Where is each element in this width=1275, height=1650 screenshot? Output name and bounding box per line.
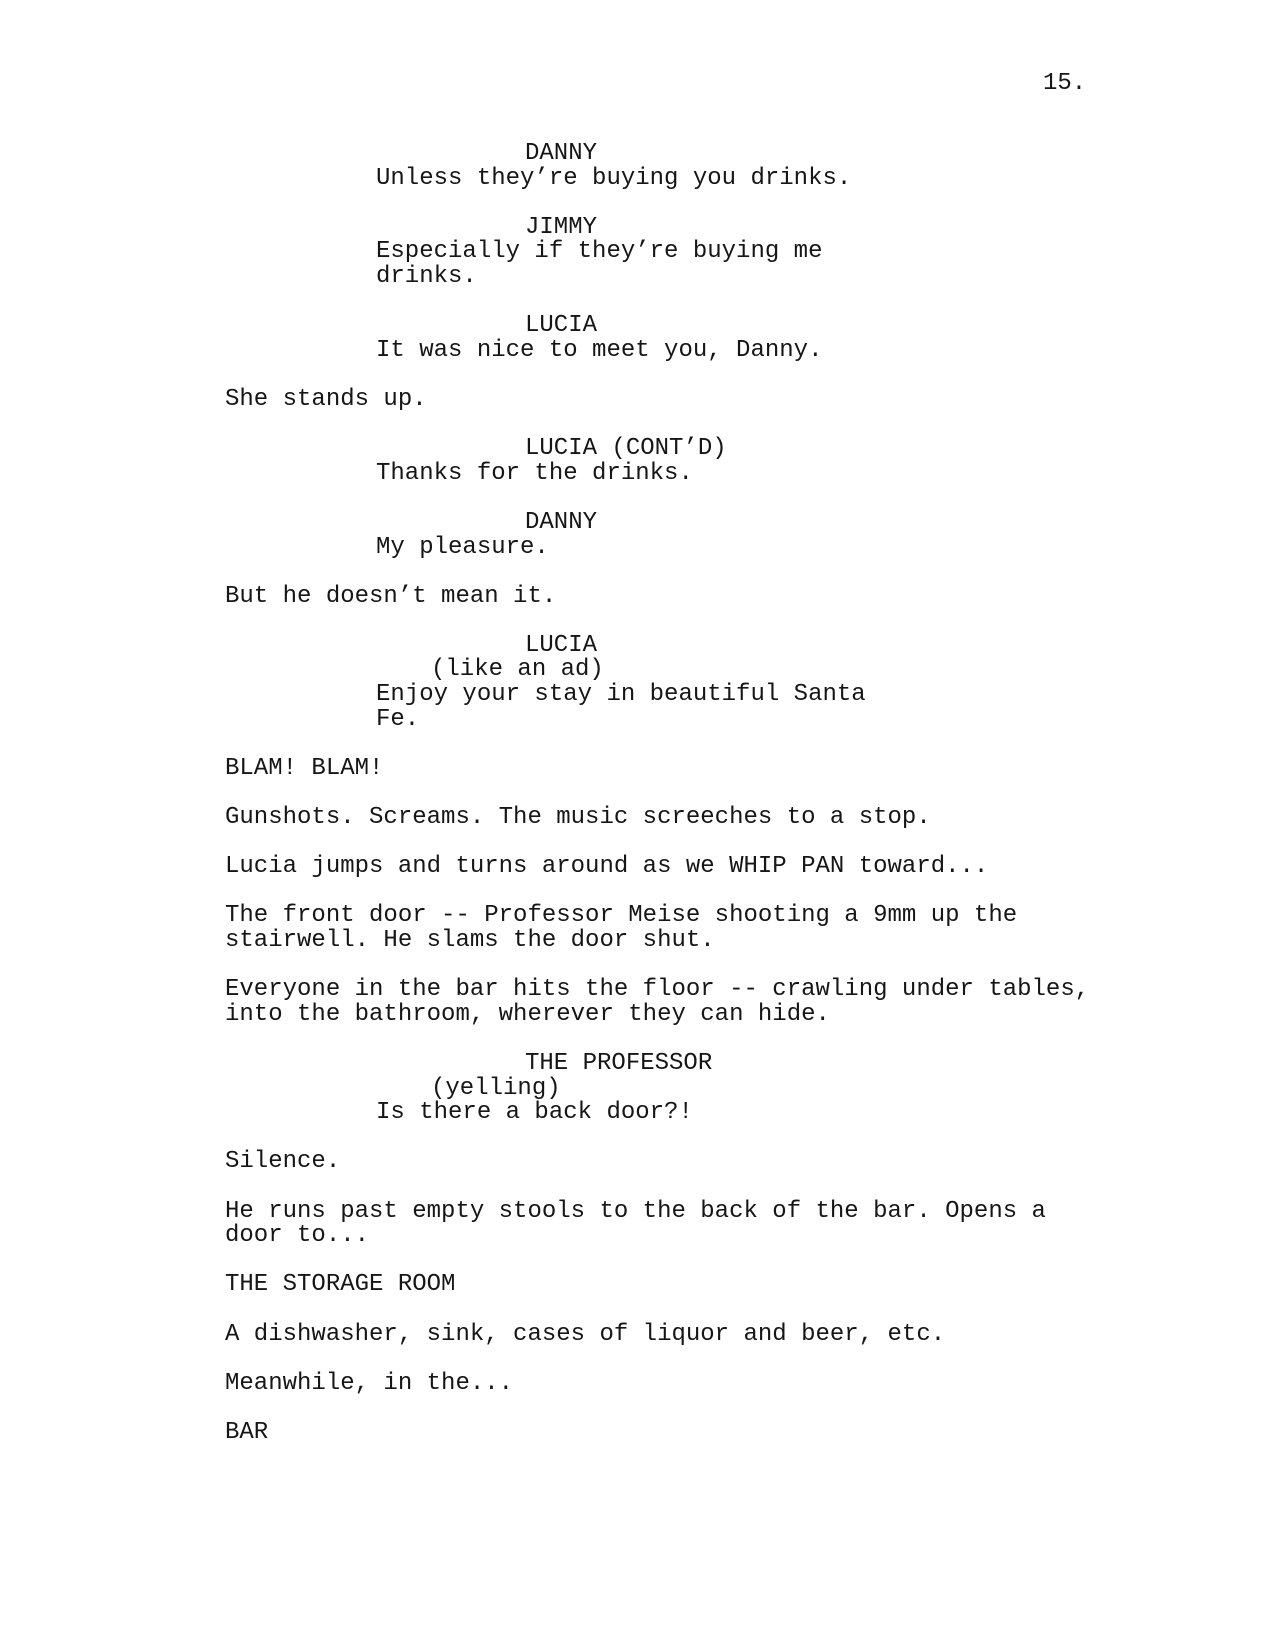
action-line: BAR — [225, 1418, 269, 1446]
action-line: Lucia jumps and turns around as we WHIP PAN toward... — [225, 853, 989, 881]
dialogue-line: Fe. — [376, 705, 420, 733]
character-name: THE PROFESSOR — [525, 1049, 713, 1077]
dialogue-block — [225, 1049, 1165, 1127]
character-name: LUCIA — [525, 312, 598, 340]
action-line: The front door -- Professor Meise shooting a 9mm up the — [225, 902, 1018, 930]
dialogue-line: Especially if they’re buying me — [376, 238, 823, 266]
action-block — [225, 978, 1165, 1027]
dialogue-line: drinks. — [376, 262, 477, 290]
character-name: LUCIA (CONT’D) — [525, 435, 727, 463]
action-block — [225, 1150, 1165, 1175]
script-body — [225, 142, 1165, 1470]
dialogue-line: My pleasure. — [376, 533, 549, 561]
dialogue-block — [225, 142, 1165, 191]
dialogue-line: Is there a back door?! — [376, 1099, 693, 1127]
character-name: LUCIA — [525, 631, 598, 659]
character-name: DANNY — [525, 140, 598, 167]
action-block — [225, 385, 1165, 413]
action-block — [225, 904, 1165, 953]
action-line: Everyone in the bar hits the floor -- crawling under tables, — [225, 976, 1090, 1004]
action-block — [225, 806, 1165, 831]
page-number: 15. — [1043, 70, 1087, 97]
dialogue-line: It was nice to meet you, Danny. — [376, 336, 823, 364]
dialogue-line: Thanks for the drinks. — [376, 459, 693, 487]
action-block — [225, 855, 1165, 880]
action-block — [225, 1197, 1165, 1250]
action-line: Gunshots. Screams. The music screeches to a stop. — [225, 804, 931, 832]
action-block — [225, 1369, 1165, 1397]
action-line: into the bathroom, wherever they can hide. — [225, 1000, 830, 1028]
action-line: BLAM! BLAM! — [225, 754, 384, 782]
parenthetical: (yelling) — [431, 1074, 561, 1102]
action-line: Meanwhile, in the... — [225, 1369, 514, 1397]
action-block — [225, 754, 1165, 782]
dialogue-block — [225, 508, 1165, 561]
action-line: stairwell. He slams the door shut. — [225, 927, 715, 954]
dialogue-line: Enjoy your stay in beautiful Santa — [376, 681, 866, 709]
dialogue-block — [225, 314, 1165, 363]
character-name: DANNY — [525, 508, 598, 536]
action-block — [225, 1320, 1165, 1348]
action-line: A dishwasher, sink, cases of liquor and beer, etc. — [225, 1320, 946, 1348]
character-name: JIMMY — [525, 213, 598, 241]
action-line: Silence. — [225, 1148, 341, 1176]
action-block — [225, 582, 1165, 610]
action-line: door to... — [225, 1222, 370, 1250]
dialogue-block — [225, 437, 1165, 486]
action-line: She stands up. — [225, 385, 427, 413]
action-line: But he doesn’t mean it. — [225, 582, 557, 610]
action-line: He runs past empty stools to the back of the bar. Opens a — [225, 1197, 1046, 1225]
action-line: THE STORAGE ROOM — [225, 1271, 456, 1299]
action-block — [225, 1273, 1165, 1298]
action-block — [225, 1418, 1165, 1446]
parenthetical: (like an ad) — [431, 656, 604, 684]
dialogue-block — [225, 213, 1165, 290]
dialogue-line: Unless they’re buying you drinks. — [376, 164, 852, 192]
dialogue-block — [225, 631, 1165, 733]
